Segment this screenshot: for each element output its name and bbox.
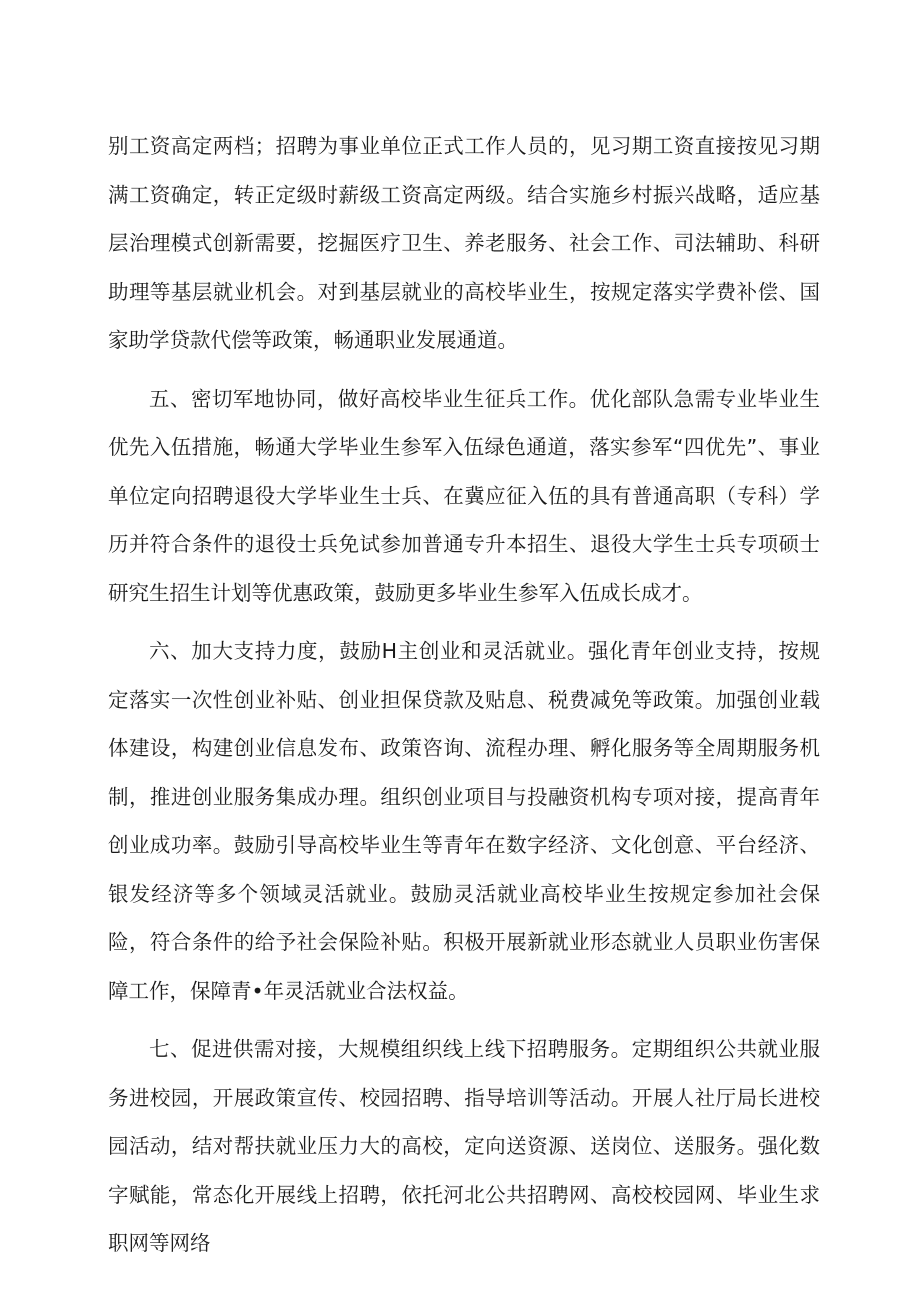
paragraph-section-seven: 七、促进供需对接，大规模组织线上线下招聘服务。定期组织公共就业服务进校园，开展政策宣传、校园招聘、指导培训等活动。开展人社厅局长进校园活动，结对帮扶就业压力大的高校，定向送资源、送岗位、送服务。强化数字赋能，常态化开展线上招聘，依托河北公共招聘网、高校校园网、毕业生求职网等网络 [108, 1037, 820, 1255]
paragraph-section-six: 六、加大支持力度，鼓励H主创业和灵活就业。强化青年创业支持，按规定落实一次性创业补贴、创业担保贷款及贴息、税费减免等政策。加强创业载体建设，构建创业信息发布、政策咨询、流程办理、孵化服务等全周期服务机制，推进创业服务集成办理。组织创业项目与投融资机构专项对接，提高青年创业成功率。鼓励引导高校毕业生等青年在数字经济、文化创意、平台经济、银发经济等多个领域灵活就业。鼓励灵活就业高校毕业生按规定参加社会保险，符合条件的给予社会保险补贴。积极开展新就业形态就业人员职业伤害保障工作，保障青•年灵活就业合法权益。 [108, 639, 820, 1003]
paragraph-continued: 别工资高定两档；招聘为事业单位正式工作人员的，见习期工资直接按见习期满工资确定，转正定级时薪级工资高定两级。结合实施乡村振兴战略，适应基层治理模式创新需要，挖掘医疗卫生、养老服务、社会工作、司法辅助、科研助理等基层就业机会。对到基层就业的高校毕业生，按规定落实学费补偿、国家助学贷款代偿等政策，畅通职业发展通道。 [108, 134, 820, 352]
paragraph-section-five: 五、密切军地协同，做好高校毕业生征兵工作。优化部队急需专业毕业生优先入伍措施，畅通大学毕业生参军入伍绿色通道，落实参军“四优先”、事业单位定向招聘退役大学毕业生士兵、在冀应征入伍的具有普通高职（专科）学历并符合条件的退役士兵免试参加普通专升本招生、退役大学生士兵专项硕士研究生招生计划等优惠政策，鼓励更多毕业生参军入伍成长成才。 [108, 386, 820, 605]
document-body [108, 122, 820, 1278]
